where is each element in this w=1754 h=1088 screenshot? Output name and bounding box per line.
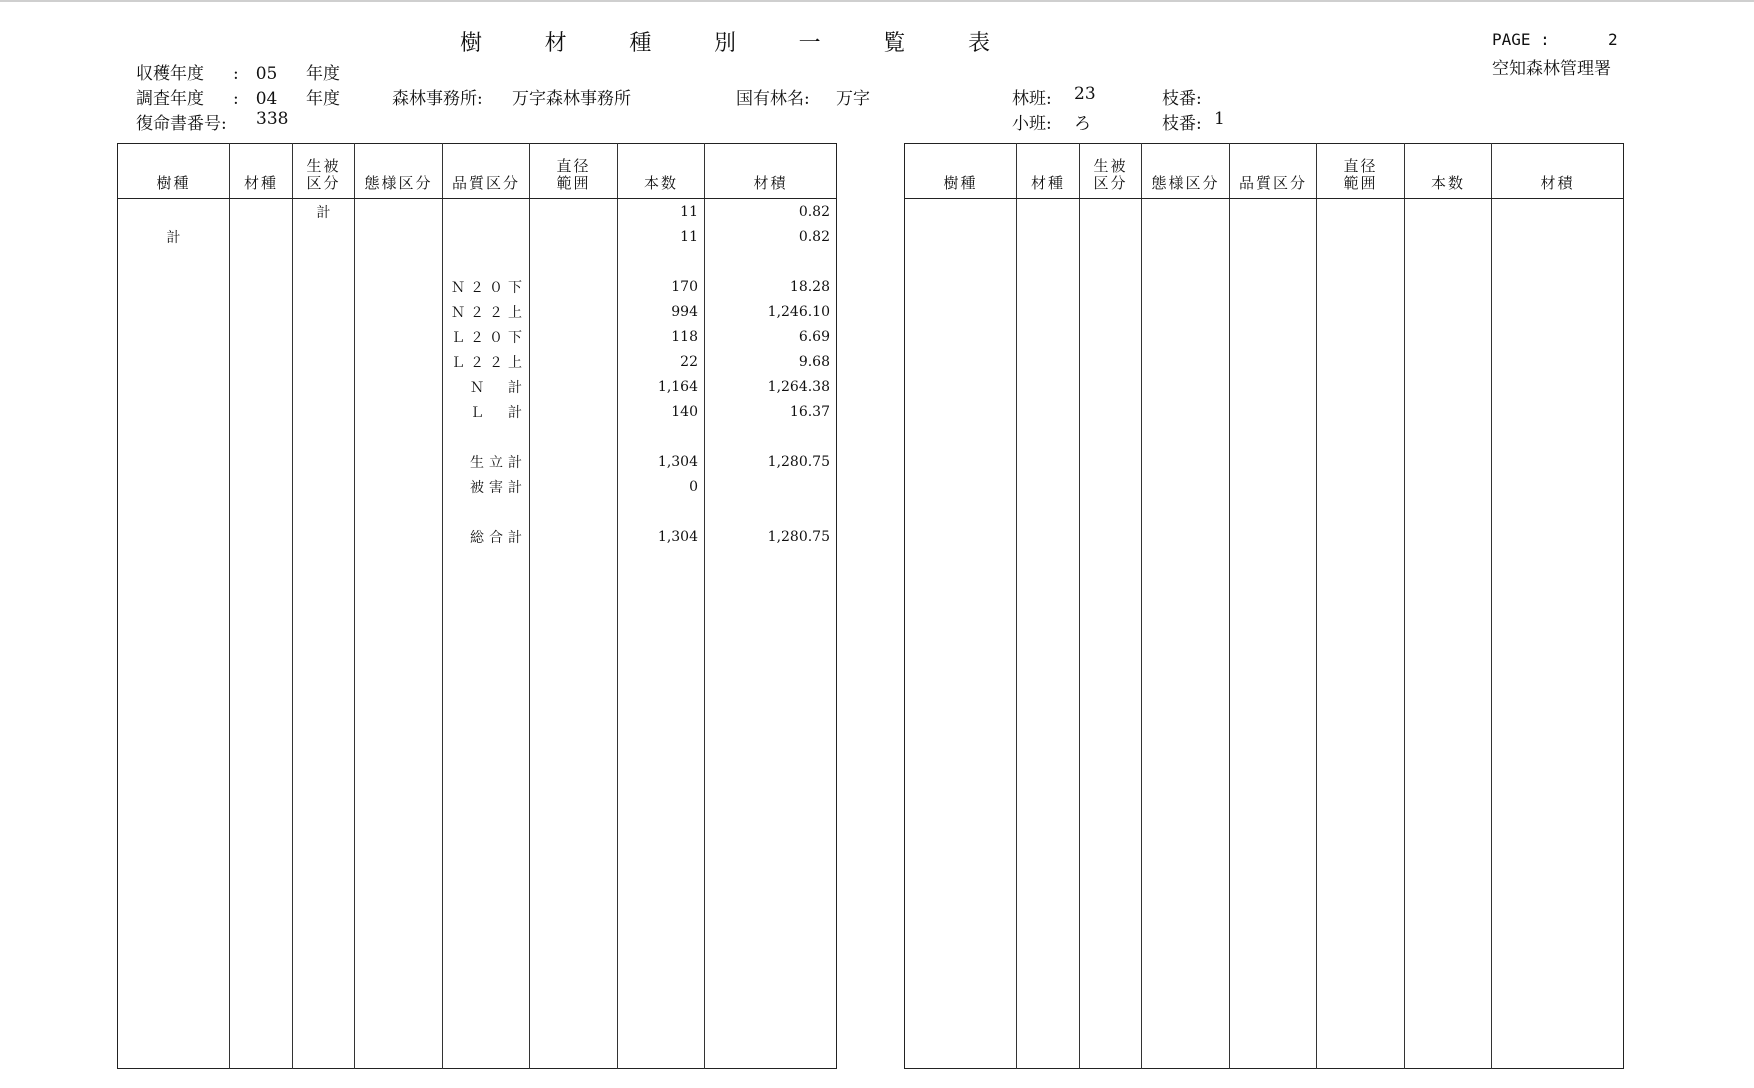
column-header: 樹種 [118, 144, 230, 199]
cell-material [230, 249, 293, 274]
cell-material [230, 199, 293, 225]
cell-quality [443, 499, 530, 524]
table-row [118, 324, 837, 349]
cell-species [118, 249, 230, 274]
empty-filler-row [118, 549, 837, 1069]
cell-status [293, 524, 355, 549]
cell-material [230, 474, 293, 499]
cell-status [293, 399, 355, 424]
cell-status: 計 [293, 199, 355, 225]
table-row [118, 424, 837, 449]
cell-species [118, 349, 230, 374]
column-header: 生被 区分 [293, 144, 355, 199]
cell-quality [443, 199, 530, 225]
cell-species [118, 424, 230, 449]
cell-material [230, 524, 293, 549]
report-number-value: 338 [256, 109, 289, 129]
species-table-right [904, 143, 1624, 1069]
cell-count: 11 [618, 224, 705, 249]
cell-volume: 1,264.38 [705, 374, 837, 399]
cell-count: 170 [618, 274, 705, 299]
cell-status [293, 249, 355, 274]
cell-quality: Ｌ２０下 [443, 324, 530, 349]
cell-diameter [530, 474, 618, 499]
cell-status [293, 424, 355, 449]
cell-material [230, 374, 293, 399]
cell-quality: Ｌ２２上 [443, 349, 530, 374]
cell-material [230, 499, 293, 524]
table-row [118, 274, 837, 299]
cell-diameter [530, 224, 618, 249]
title-char: 種 [629, 31, 652, 56]
office-label: 森林事務所: [392, 89, 483, 109]
table-body-right [905, 199, 1624, 1069]
office-value: 万字森林事務所 [512, 89, 631, 109]
cell-diameter [530, 424, 618, 449]
report-title [460, 26, 990, 57]
cell-quality: Ｎ 計 [443, 374, 530, 399]
sub-group-value: ろ [1074, 114, 1091, 134]
harvest-year-label: 収穫年度 [136, 64, 204, 84]
column-header: 材種 [1017, 144, 1080, 199]
cell-mode [355, 499, 443, 524]
cell-material [230, 224, 293, 249]
table-row [118, 399, 837, 424]
forest-group-value: 23 [1074, 84, 1096, 104]
cell-volume: 1,246.10 [705, 299, 837, 324]
cell-status [293, 299, 355, 324]
cell-status [293, 449, 355, 474]
cell-volume: 1,280.75 [705, 524, 837, 549]
survey-year-unit: 年度 [306, 89, 340, 109]
column-header: 樹種 [905, 144, 1017, 199]
cell-mode [355, 424, 443, 449]
cell-status [293, 349, 355, 374]
cell-quality: 被害計 [443, 474, 530, 499]
organization-name: 空知森林管理署 [1492, 59, 1611, 79]
branch-number-2-value: 1 [1214, 109, 1225, 129]
cell-quality: 生立計 [443, 449, 530, 474]
cell-count [618, 249, 705, 274]
cell-quality: Ｌ 計 [443, 399, 530, 424]
species-table-left [117, 143, 837, 1069]
cell-diameter [530, 499, 618, 524]
branch-number-2-label: 枝番: [1162, 114, 1202, 134]
cell-species: 計 [166, 229, 181, 246]
cell-mode [355, 324, 443, 349]
table-row [118, 199, 837, 225]
cell-volume: 0.82 [705, 224, 837, 249]
column-header: 材積 [705, 144, 837, 199]
cell-material [230, 449, 293, 474]
page-number: 2 [1608, 30, 1618, 49]
cell-mode [355, 249, 443, 274]
cell-mode [355, 299, 443, 324]
cell-diameter [530, 274, 618, 299]
title-char: 覧 [883, 31, 906, 56]
harvest-year-value: : 05 [233, 64, 278, 84]
cell-diameter [530, 524, 618, 549]
cell-volume: 6.69 [705, 324, 837, 349]
cell-mode [355, 449, 443, 474]
survey-year-value: : 04 [233, 89, 278, 109]
report-number-label: 復命書番号: [136, 114, 227, 134]
column-header: 態様区分 [355, 144, 443, 199]
cell-volume: 16.37 [705, 399, 837, 424]
title-char: 一 [798, 31, 821, 56]
cell-status [293, 274, 355, 299]
cell-species [118, 199, 230, 225]
cell-count: 1,164 [618, 374, 705, 399]
cell-diameter [530, 449, 618, 474]
cell-count: 22 [618, 349, 705, 374]
column-header: 本数 [1405, 144, 1492, 199]
cell-species [118, 449, 230, 474]
column-header: 品質区分 [443, 144, 530, 199]
cell-species [118, 499, 230, 524]
cell-material [230, 299, 293, 324]
top-border [0, 0, 1754, 2]
cell-mode [355, 349, 443, 374]
forest-group-label: 林班: [1012, 89, 1052, 109]
cell-volume: 18.28 [705, 274, 837, 299]
column-header: 品質区分 [1230, 144, 1317, 199]
cell-diameter [530, 399, 618, 424]
column-header: 材種 [230, 144, 293, 199]
cell-count [618, 499, 705, 524]
cell-volume: 9.68 [705, 349, 837, 374]
cell-mode [355, 199, 443, 225]
national-forest-label: 国有林名: [736, 89, 810, 109]
table-row [118, 349, 837, 374]
column-header: 生被 区分 [1080, 144, 1142, 199]
cell-mode [355, 399, 443, 424]
column-header: 直径 範囲 [530, 144, 618, 199]
cell-quality: 総合計 [443, 524, 530, 549]
cell-diameter [530, 249, 618, 274]
cell-mode [355, 374, 443, 399]
cell-species [118, 324, 230, 349]
cell-count: 0 [618, 474, 705, 499]
cell-count: 11 [618, 199, 705, 225]
cell-count: 1,304 [618, 524, 705, 549]
table-row [118, 524, 837, 549]
sub-group-label: 小班: [1012, 114, 1052, 134]
cell-count: 1,304 [618, 449, 705, 474]
survey-year-label: 調査年度 [136, 89, 204, 109]
cell-diameter [530, 324, 618, 349]
cell-volume [705, 249, 837, 274]
table-row [118, 224, 837, 249]
title-char: 樹 [460, 31, 483, 56]
cell-species [118, 274, 230, 299]
cell-count: 118 [618, 324, 705, 349]
column-header: 材積 [1492, 144, 1624, 199]
cell-diameter [530, 374, 618, 399]
cell-status [293, 374, 355, 399]
page-label: PAGE : [1492, 30, 1550, 49]
cell-mode [355, 274, 443, 299]
cell-count: 140 [618, 399, 705, 424]
cell-quality [443, 249, 530, 274]
table-row [118, 374, 837, 399]
cell-species [118, 524, 230, 549]
cell-status [293, 224, 355, 249]
cell-diameter [530, 349, 618, 374]
title-char: 表 [967, 31, 990, 56]
cell-mode [355, 524, 443, 549]
column-header: 直径 範囲 [1317, 144, 1405, 199]
cell-diameter [530, 199, 618, 225]
harvest-year-unit: 年度 [306, 64, 340, 84]
table-row [118, 449, 837, 474]
cell-mode [355, 474, 443, 499]
cell-quality: Ｎ２０下 [443, 274, 530, 299]
table-body-left [118, 199, 837, 1069]
title-char: 材 [544, 31, 567, 56]
cell-volume [705, 499, 837, 524]
empty-filler-row [905, 199, 1624, 1069]
table-header-row [905, 144, 1624, 199]
cell-status [293, 474, 355, 499]
cell-volume [705, 424, 837, 449]
cell-species [118, 399, 230, 424]
cell-material [230, 324, 293, 349]
cell-quality: Ｎ２２上 [443, 299, 530, 324]
cell-material [230, 274, 293, 299]
cell-status [293, 324, 355, 349]
cell-volume [705, 474, 837, 499]
cell-count [618, 424, 705, 449]
cell-volume: 1,280.75 [705, 449, 837, 474]
cell-species [118, 474, 230, 499]
cell-status [293, 499, 355, 524]
table-header-row [118, 144, 837, 199]
table-row [118, 249, 837, 274]
branch-number-label: 枝番: [1162, 89, 1202, 109]
cell-quality [443, 224, 530, 249]
cell-diameter [530, 299, 618, 324]
cell-volume: 0.82 [705, 199, 837, 225]
title-char: 別 [713, 31, 736, 56]
cell-material [230, 424, 293, 449]
column-header: 本数 [618, 144, 705, 199]
cell-quality [443, 424, 530, 449]
national-forest-value: 万字 [836, 89, 870, 109]
table-row [118, 299, 837, 324]
cell-species [118, 374, 230, 399]
cell-material [230, 399, 293, 424]
cell-mode [355, 224, 443, 249]
column-header: 態様区分 [1142, 144, 1230, 199]
table-row [118, 474, 837, 499]
cell-material [230, 349, 293, 374]
table-row [118, 499, 837, 524]
cell-species [118, 299, 230, 324]
cell-count: 994 [618, 299, 705, 324]
